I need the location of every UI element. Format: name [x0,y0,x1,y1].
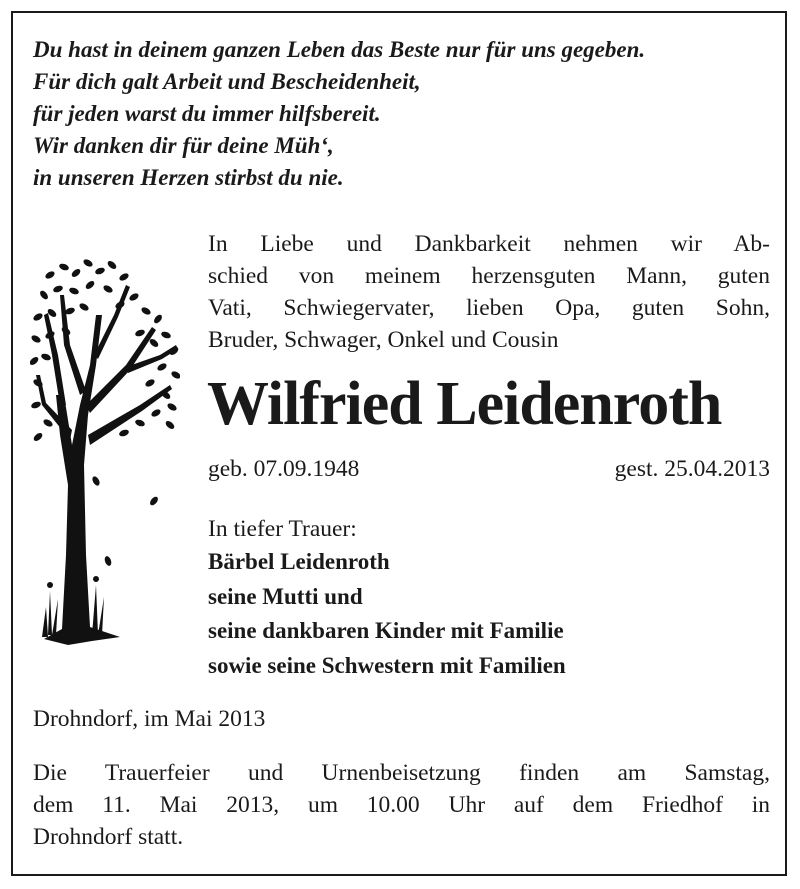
poem-line: Du hast in deinem ganzen Leben das Beste nur für uns gegeben. [33,37,646,62]
mourner-line: seine dankbaren Kinder mit Familie [208,618,564,643]
poem-line: für jeden warst du immer hilfsbereit. [33,101,381,126]
mourners-list [208,545,566,683]
intro-line: schied von meinem herzensguten Mann, guten [208,263,770,289]
intro-line: Vati, Schwiegervater, lieben Opa, guten Sohn, [208,295,770,321]
intro-line: In Liebe und Dankbarkeit nehmen wir Ab- [208,231,770,257]
mourner-line: sowie seine Schwestern mit Familien [208,652,566,678]
poem-line: Wir danken dir für deine Müh‘, [33,133,334,158]
memorial-poem [33,34,645,194]
poem-line: in unseren Herzen stirbst du nie. [33,165,344,190]
ceremony-line: dem 11. Mai 2013, um 10.00 Uhr auf dem Friedhof in [33,792,770,818]
poem-line: Für dich galt Arbeit und Bescheidenheit, [33,69,421,94]
tree-silhouette-icon [30,255,180,645]
ceremony-info [33,757,770,853]
ceremony-line: Die Trauerfeier und Urnenbeisetzung finden am Samstag, [33,760,770,786]
place-date: Drohndorf, im Mai 2013 [33,706,266,732]
intro-text [208,228,770,356]
mourner-line: Bärbel Leidenroth [208,549,390,574]
intro-line: Bruder, Schwager, Onkel und Cousin [208,327,559,353]
mourners-label: In tiefer Trauer: [208,516,357,542]
birth-date: geb. 07.09.1948 [208,456,360,482]
death-date: gest. 25.04.2013 [614,456,770,482]
ceremony-line: Drohndorf statt. [33,824,184,850]
mourner-line: seine Mutti und [208,583,363,609]
deceased-name: Wilfried Leidenroth [207,370,722,438]
